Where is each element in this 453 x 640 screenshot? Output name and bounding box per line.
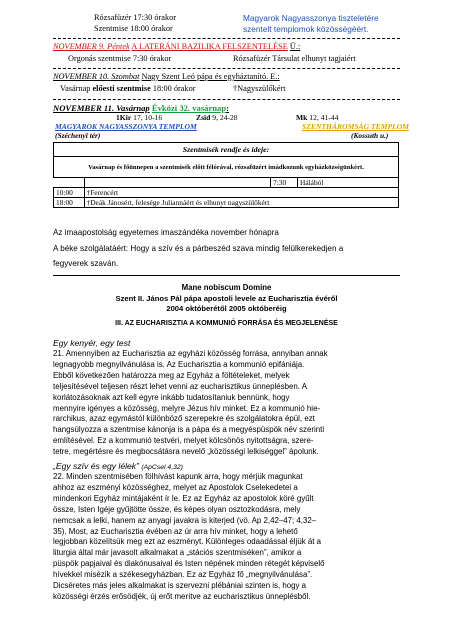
text-line: említésével. Ez a kommunió testvéri, melyet kölcsönös nyitottságra, szere- [53,436,314,446]
text-line: legnagyobb megnyilvánulása is. Az Eucharisztia a kommunió epifániája. [53,359,305,369]
dedication-line-2: szentelt templomok közösségéért. [243,24,369,34]
reading-1-label: 1Kir [116,113,132,122]
rosary-time: Rózsafüzér 17:30 órakor [94,13,177,22]
nov9-mass: Orgonás szentmise 7:30 órakor [68,54,172,63]
row-intention: †Ferencért [84,188,399,198]
schedule-note: Vasárnap és főünnepen a szentmisék előtt félórával, rózsafüzért imádkozunk egyházközségünkért. [54,157,399,178]
nov9-intention: Rózsafüzér Társulat elhunyt tagjaiért [233,54,356,63]
article-subtitle-2: 2004 októberétől 2005 októberéig [166,304,287,313]
row-time-2: 7:30 [271,178,298,188]
reading-2 [196,113,238,122]
row-time [54,178,85,188]
nov10-feast: Nagy Szent Leó pápa és egyháztanító. E.: [141,72,280,81]
row-intention-2: Hálából [298,178,399,188]
section-2-title [53,461,183,471]
text-line: Ebből következően határozza meg az Egyház a föltételeket, melyek [53,370,290,380]
prayer-intention-line: Az imaapostolság egyetemes imaszándéka november hónapra [53,228,279,237]
reading-3-label: Mk [296,113,308,122]
text-line: közösségi érzés erősödjék, új erőt merítve az eucharisztikus ünneplésből. [53,591,311,601]
text-line: Dicséretes más jeles alkalmakat is szervezni plébániai szinten is, hogy a [53,581,307,591]
nov11-colon: : [226,103,230,113]
text-line: 35). Most, az Eucharisztia évében az úr arra hív minket, hogy a lehető [53,526,298,536]
chapter-heading: III. AZ EUCHARISZTIA A KOMMUNIÓ FORRÁSA ÉS MEGJELENÉSE [115,320,338,327]
text-line: liturgia által már javasolt alkalmakat a „stációs szentmiséken”, amikor a [53,548,302,558]
reading-3-ref: 12, 41-44 [309,113,339,122]
table-row [54,178,399,188]
row-time: 18:00 [54,198,85,208]
mass-schedule-table [53,142,399,208]
text-line: hangsúlyozza a szentmise kánonja is a pápa és a megyéspüspök név szerinti [53,425,325,435]
nov10-mass-bold: előesti szentmise [92,84,151,93]
schedule-note-row [54,157,399,178]
nov10-intention: †Nagyszülőkért [233,84,286,93]
text-line: mindenkori Egyház mintájaként ír le. Ez az Egyház az apostolok köré gyűlt [53,493,314,503]
text-line: hívekkel misézik a székesegyházban. Ez az Egyház fő „megnyilvánulása”. [53,570,313,580]
nov9-heading [53,42,300,51]
row-intention [84,178,271,188]
nov11-heading [53,103,229,113]
peace-intention-line-2: fegyverek szaván. [53,259,119,268]
nov11-date: NOVEMBER 11. Vasárnap [53,103,150,113]
table-row [54,188,399,198]
reading-1 [116,113,162,122]
section-1-title: Egy kenyér, egy test [53,338,131,348]
text-line: rarchikus, azaz egymástól különböző szerepekre és szolgálatokra épül, ezt [53,414,315,424]
text-line: ahhoz az eszményi közösséghez, melyet az Apostolok Cselekedetei a [53,482,298,492]
section-2-text [53,472,400,603]
text-line: teljesítésével teljesen részt lehet venni az eucharisztikus ünneplésben. A [53,381,307,391]
schedule-heading: Szentmisék rendje és ideje: [54,143,399,157]
reading-3 [296,113,338,122]
nov10-mass-pre: Vasárnap [60,84,93,93]
divider [53,68,400,69]
text-line: össze, Isten Igéje gyűjtötte össze, és képes olyan osztozkodásra, mely [53,504,301,514]
divider [53,38,400,39]
text-line: nemcsak a lelki, hanem az anyagi javakra is kiterjed (vö. Ap 2,42–47; 4,32– [53,515,317,525]
address-left: (Széchenyi tér) [55,131,101,140]
article-title: Mane nobiscum Domine [181,283,272,292]
article-subtitle-1: Szent II. János Pál pápa apostoli levele az Eucharisztia évéről [115,294,338,303]
reading-2-ref: 9, 24-28 [212,113,238,122]
nov10-date: NOVEMBER 10. Szombat [53,72,140,81]
section-2-ref: (ApCsel 4,32) [141,464,183,471]
nov10-mass-post: 18:00 órakor [150,84,196,93]
text-line: püspök papjaival és diakónusaival és Isten népének minden rétegét képviselő [53,559,325,569]
text-line: korlátozásoknak azt kell egyre inkább tudatosítaniuk bennünk, hogy [53,392,290,402]
divider [53,275,400,276]
reading-1-ref: 17, 10-16 [133,113,163,122]
text-line: tetre, megértésre és megbocsátásra nevelő „közösségi lelkiséggel” ápolunk. [53,447,319,457]
dedication-line-1: Magyarok Nagyasszonya tiszteletére [243,13,379,23]
text-line: 21. Amennyiben az Eucharisztia az egyházi közösség forrása, annyiban annak [53,349,328,358]
address-right: (Kossuth u.) [351,131,389,140]
table-row [54,198,399,208]
nov9-rank: Ü.: [289,42,301,51]
peace-intention-line-1: A béke szolgálatáért: Hogy a szív és a párbeszéd szava mindig felülkerekedjen a [53,244,344,253]
section-2-title-text: „Egy szív és egy lélek” [53,461,139,471]
text-line: legjobban közelítsük meg ezt az eszményt. Különleges odaadással éljük át a [53,537,322,547]
section-1-text [53,349,400,458]
row-time: 10:00 [54,188,85,198]
nov9-feast: A LATERÁNI BAZILIKA FELSZENTELÉSE [131,42,288,51]
text-line: mennyire igényes a közösség, melyre Jézus hív minket. Ez a kommunió hie- [53,403,321,413]
church-left: MAGYAROK NAGYASSZONYA TEMPLOM [55,122,197,131]
mass-time: Szentmise 18:00 órakor [94,24,173,33]
reading-2-label: Zsid [196,113,211,122]
nov11-sunday: Évközi 32. vasárnap [151,103,227,113]
schedule-heading-row [54,143,399,157]
nov10-mass [60,84,195,93]
nov9-date: NOVEMBER 9. Péntek [53,42,130,51]
divider [53,99,400,100]
nov10-heading [53,72,280,81]
church-right: SZENTHÁROMSÁG TEMPLOM [302,122,409,131]
row-intention: †Deák Jánosért, felesége Juliannáért és elhunyt nagyszülőkért [84,198,399,208]
text-line: 22. Minden szentmisében fölhívást kapunk arra, hogy mérjük magunkat [53,472,303,481]
